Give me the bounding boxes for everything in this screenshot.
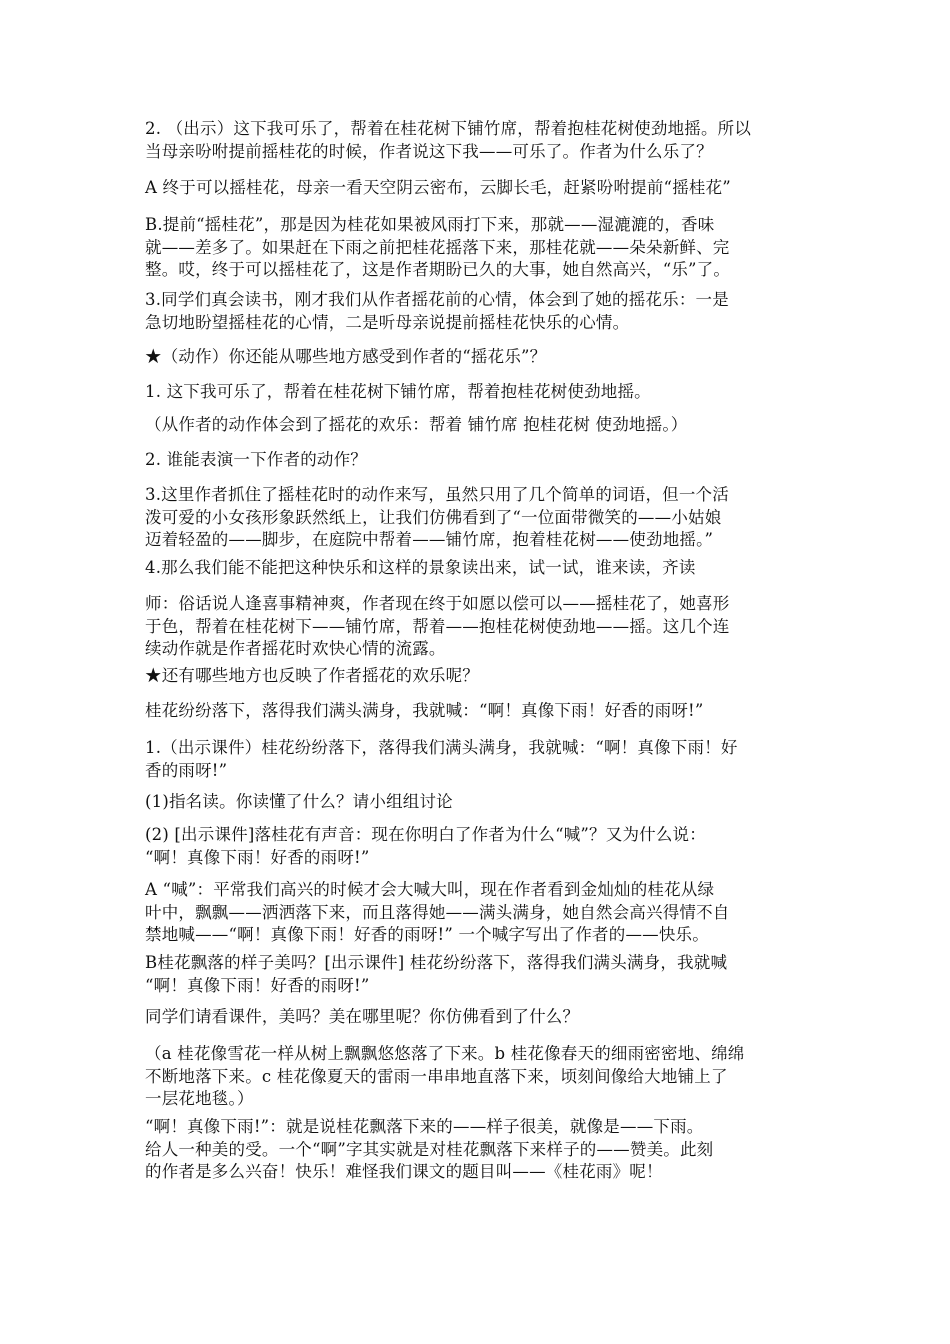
- text-line: 叶中，飘飘——洒洒落下来，而且落得她——满头满身，她自然会高兴得情不自: [145, 902, 730, 922]
- text-line: 禁地喊——“啊！真像下雨！好香的雨呀!” 一个喊字写出了作者的——快乐。: [145, 925, 709, 944]
- text-line: (2) [出示课件]落桂花有声音：现在你明白了作者为什么“喊”？又为什么说：: [145, 825, 706, 844]
- paragraph-10: [145, 557, 817, 580]
- text-line: （从作者的动作体会到了摇花的欢乐：帮着 铺竹席 抱桂花树 使劲地摇。）: [145, 415, 688, 434]
- paragraph-7: [145, 414, 817, 437]
- paragraph-12: [145, 665, 817, 688]
- text-line: ★（动作）你还能从哪些地方感受到作者的“摇花乐”？: [145, 347, 547, 366]
- paragraph-17: [145, 879, 817, 947]
- text-line: “啊！真像下雨！好香的雨呀!”: [145, 847, 370, 867]
- text-line: 3.同学们真会读书，刚才我们从作者摇花前的心情，体会到了她的摇花乐：一是: [145, 290, 729, 309]
- text-line: 3.这里作者抓住了摇桂花时的动作来写，虽然只用了几个简单的词语，但一个活: [145, 485, 729, 504]
- text-line: 同学们请看课件，美吗？美在哪里呢？你仿佛看到了什么？: [145, 1007, 580, 1026]
- text-line: “啊！真像下雨!”：就是说桂花飘落下来的——样子很美，就像是——下雨。: [145, 1117, 704, 1136]
- text-line: 不断地落下来。c 桂花像夏天的雷雨一串串地直落下来，顷刻间像给大地铺上了: [145, 1066, 728, 1086]
- paragraph-14: [145, 737, 817, 782]
- paragraph-4: [145, 289, 817, 334]
- text-line: 续动作就是作者摇花时欢快心情的流露。: [145, 639, 446, 658]
- text-line: B.提前“摇桂花”，那是因为桂花如果被风雨打下来，那就——湿漉漉的，香味: [145, 215, 715, 234]
- text-line: （a 桂花像雪花一样从树上飘飘悠悠落了下来。b 桂花像春天的细雨密密地、绵绵: [145, 1044, 745, 1063]
- paragraph-21: [145, 1116, 817, 1184]
- text-line: 的作者是多么兴奋！快乐！难怪我们课文的题目叫——《桂花雨》呢！: [145, 1162, 663, 1181]
- text-line: 师：俗话说人逢喜事精神爽，作者现在终于如愿以偿可以——摇桂花了，她喜形: [145, 594, 730, 613]
- paragraph-18: [145, 952, 817, 997]
- text-line: 1. 这下我可乐了，帮着在桂花树下铺竹席，帮着抱桂花树使劲地摇。: [145, 382, 651, 401]
- paragraph-5: [145, 346, 817, 369]
- paragraph-1: [145, 118, 817, 163]
- paragraph-19: [145, 1006, 817, 1029]
- text-line: 香的雨呀!”: [145, 760, 228, 780]
- paragraph-15: [145, 791, 817, 814]
- paragraph-2: [145, 177, 817, 200]
- text-line: 2. 谁能表演一下作者的动作？: [145, 450, 367, 469]
- text-line: 就——差多了。如果赶在下雨之前把桂花摇落下来，那桂花就——朵朵新鲜、完: [145, 237, 730, 257]
- paragraph-20: [145, 1043, 817, 1111]
- text-line: ★还有哪些地方也反映了作者摇花的欢乐呢？: [145, 666, 479, 685]
- text-line: 桂花纷纷落下，落得我们满头满身，我就喊：“啊！真像下雨！好香的雨呀!”: [145, 701, 704, 720]
- text-line: 一层花地毯。）: [145, 1089, 254, 1108]
- text-line: 1.（出示课件）桂花纷纷落下，落得我们满头满身，我就喊：“啊！真像下雨！好: [145, 738, 738, 757]
- text-line: 2. （出示）这下我可乐了，帮着在桂花树下铺竹席，帮着抱桂花树使劲地摇。所以: [145, 119, 752, 138]
- text-line: 泼可爱的小女孩形象跃然纸上，让我们仿佛看到了“一位面带微笑的——小姑娘: [145, 507, 722, 527]
- text-line: 4.那么我们能不能把这种快乐和这样的景象读出来，试一试，谁来读，齐读: [145, 558, 696, 577]
- paragraph-11: [145, 593, 817, 661]
- text-line: A 终于可以摇桂花，母亲一看天空阴云密布，云脚长毛，赶紧吩咐提前“摇桂花”: [145, 178, 731, 197]
- text-line: B桂花飘落的样子美吗？[出示课件] 桂花纷纷落下，落得我们满头满身，我就喊: [145, 953, 728, 972]
- text-line: A “喊”：平常我们高兴的时候才会大喊大叫，现在作者看到金灿灿的桂花从绿: [145, 880, 715, 899]
- text-line: “啊！真像下雨！好香的雨呀!”: [145, 975, 370, 995]
- text-line: 当母亲吩咐提前摇桂花的时候，作者说这下我——可乐了。作者为什么乐了？: [145, 141, 713, 161]
- paragraph-3: [145, 214, 817, 282]
- text-line: 给人一种美的受。一个“啊”字其实就是对桂花飘落下来样子的——赞美。此刻: [145, 1139, 714, 1159]
- text-line: 迈着轻盈的——脚步，在庭院中帮着——铺竹席，抱着桂花树——使劲地摇。”: [145, 530, 714, 549]
- text-line: (1)指名读。你读懂了什么？请小组组讨论: [145, 792, 453, 811]
- paragraph-9: [145, 484, 817, 552]
- text-line: 急切地盼望摇桂花的心情，二是听母亲说提前摇桂花快乐的心情。: [145, 312, 630, 332]
- text-line: 于色，帮着在桂花树下——铺竹席，帮着——抱桂花树使劲地——摇。这几个连: [145, 616, 730, 636]
- paragraph-6: [145, 381, 817, 404]
- text-line: 整。哎，终于可以摇桂花了，这是作者期盼已久的大事，她自然高兴，“乐”了。: [145, 260, 731, 279]
- paragraph-13: [145, 700, 817, 723]
- paragraph-16: [145, 824, 817, 869]
- paragraph-8: [145, 449, 817, 472]
